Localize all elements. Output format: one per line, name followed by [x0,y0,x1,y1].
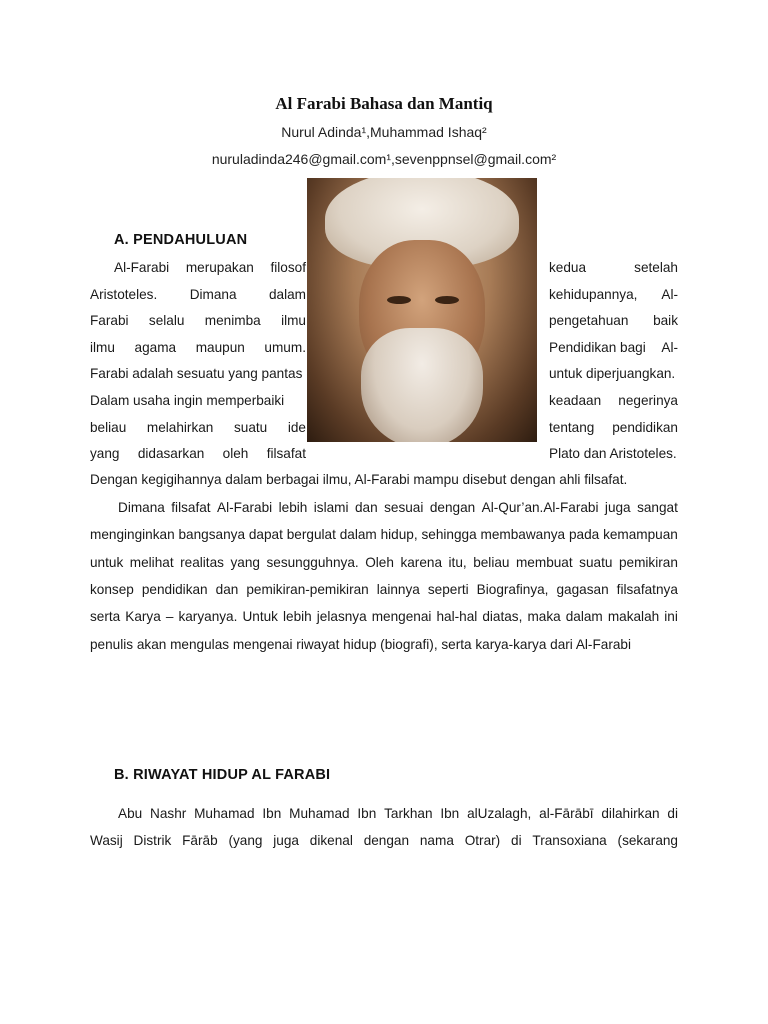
text-line [549,420,678,435]
word: Abu [118,806,143,821]
word: Nashr [150,806,187,821]
word: bergulat [286,527,336,543]
word: dalam [565,609,603,625]
text-line [549,366,678,381]
word: sesungguhnya. [266,554,359,570]
word: kedua [549,260,587,275]
word: melihat [129,554,174,570]
word: Distrik [133,833,172,849]
word: pengetahuan [549,313,629,329]
word: dan [354,500,378,515]
word: nama [419,833,454,849]
word: ilmu [90,339,115,355]
word: pendidikan [141,581,208,597]
word: pada [568,527,600,543]
word: Al- [661,286,678,302]
text-line [90,420,306,435]
text-line [549,287,678,302]
word: Dalam usaha ingin memperbaiki [90,393,285,408]
word: lainnya [376,581,420,597]
word: ini [664,609,678,625]
word: Fārāb [182,833,218,849]
word: makalah [607,609,660,625]
word: seperti [427,581,469,597]
word: membawanya [480,527,566,543]
author-line: Nurul Adinda¹,Muhammad Ishaq² [281,124,487,140]
word: tentang [549,419,595,435]
text-line [90,340,306,355]
word: Muhamad [289,806,350,821]
al-farabi-portrait [307,178,537,442]
word: Plato dan Aristoteles. [549,446,677,462]
word: dengan [429,500,476,515]
word: melahirkan [146,419,214,435]
word: karena [400,554,443,570]
word: karyanya. [178,609,238,625]
text-line [549,340,678,355]
word: Farabi [90,313,129,329]
word: – [165,609,174,625]
text-line [549,393,678,408]
text-line [90,393,306,408]
text-line: penulis akan mengulas mengenai riwayat hidup (biografi), serta karya-karya dari Al-Farabi [90,636,631,652]
word: kehidupannya, [549,286,638,302]
word: dikenal [309,833,353,849]
word: gagasan [556,581,609,597]
word: juga [604,500,631,515]
text-line [90,555,678,570]
section-a-heading: A. PENDAHULUAN [114,232,248,248]
word: itu, [448,554,467,570]
word: Untuk [242,609,278,625]
word: Al- [661,339,678,355]
word: Wasij [90,833,123,849]
text-line [114,260,306,275]
portrait-beard [361,328,483,442]
word: (yang [228,833,263,849]
word: selalu [148,313,185,329]
word: realitas [180,554,224,570]
word: di [511,833,522,849]
word: suatu [579,554,613,570]
word: Ibn [440,806,460,821]
word: hidup, [380,527,418,543]
word: beliau [90,419,127,435]
word: pemikiran-pemikiran [246,581,369,597]
word: di [667,806,678,821]
text-line [90,582,678,597]
word: pendidikan [612,419,678,435]
word: islami [313,500,349,515]
word: serta [90,609,121,625]
word: konsep [90,581,134,597]
section-b-heading: B. RIWAYAT HIDUP AL FARABI [114,767,331,783]
word: al-Fārābī [539,806,594,821]
word: Karya [125,609,161,625]
word: Ibn [262,806,282,821]
word: agama [134,339,177,355]
word: untuk diperjuangkan. [549,366,676,382]
word: Aristoteles. [90,286,158,302]
word: filsafatnya [616,581,678,597]
text-line [90,609,678,624]
word: merupakan [185,260,254,275]
portrait-right-eye [435,296,459,304]
word: sesuai [384,500,424,515]
word: juga [273,833,299,849]
text-line [549,446,678,461]
word: Biografinya, [476,581,549,597]
word: diatas, [482,609,523,625]
word: lebih [283,609,312,625]
word: Muhamad [194,806,255,821]
word: (sekarang [617,833,678,849]
text-line [90,527,678,542]
word: Al-Farabi [217,500,273,515]
text-line [90,446,306,461]
word: dapat [248,527,283,543]
word: didasarkan [137,446,205,462]
word: Tarkhan [384,806,433,821]
email-line: nuruladinda246@gmail.com¹,sevenppnsel@gmail.com² [211,151,557,167]
word: bangsanya [178,527,246,543]
word: Al-Farabi [114,260,170,275]
text-line [549,313,678,328]
text-line [549,260,678,275]
text-line [90,287,306,302]
word: ide [287,419,306,435]
word: dalam [268,286,306,302]
word: sangat [637,500,678,515]
word: pemikiran [618,554,678,570]
word: filosof [270,260,306,275]
word: beliau [473,554,510,570]
word: baik [653,313,678,329]
word: mengenai [371,609,432,625]
word: Otrar) [464,833,501,849]
word: lebih [278,500,308,515]
text-line [118,500,678,515]
word: dengan [363,833,410,849]
word: untuk [90,554,124,570]
word: kemampuan [603,527,678,543]
word: suatu [233,419,268,435]
word: setelah [634,260,678,275]
word: dalam [339,527,377,543]
portrait-left-eye [387,296,411,304]
word: Dimana [118,500,165,515]
word: alUzalagh, [467,806,532,821]
text-line [118,806,678,821]
word: Pendidikan bagi [549,339,646,355]
word: menginginkan [90,527,175,543]
word: menimba [204,313,261,329]
text-line [90,313,306,328]
word: maka [527,609,561,625]
word: keadaan [549,393,602,408]
page-title: Al Farabi Bahasa dan Mantiq [275,94,493,113]
text-line [90,833,678,848]
word: sehingga [421,527,477,543]
word: hal-hal [436,609,478,625]
word: dilahirkan [601,806,660,821]
word: Farabi adalah sesuatu yang pantas [90,366,303,382]
word: Ibn [357,806,377,821]
word: maupun [195,339,245,355]
word: filsafat [266,446,306,462]
word: Oleh [365,554,394,570]
word: Dimana [189,286,237,302]
word: jelasnya [316,609,367,625]
word: oleh [222,446,249,462]
word: umum. [264,339,306,355]
word: negerinya [618,393,678,408]
word: yang [90,446,120,462]
word: Transoxiana [532,833,607,849]
word: yang [230,554,260,570]
word: filsafat [171,500,211,515]
word: membuat [515,554,573,570]
word: dan [215,581,239,597]
section-a-full-line: Dengan kegigihannya dalam berbagai ilmu, Al-Farabi mampu disebut dengan ahli filsafat. [90,472,628,487]
word: ilmu [281,313,306,329]
word: Al-Qur’an.Al-Farabi [481,500,599,515]
text-line [90,366,306,381]
